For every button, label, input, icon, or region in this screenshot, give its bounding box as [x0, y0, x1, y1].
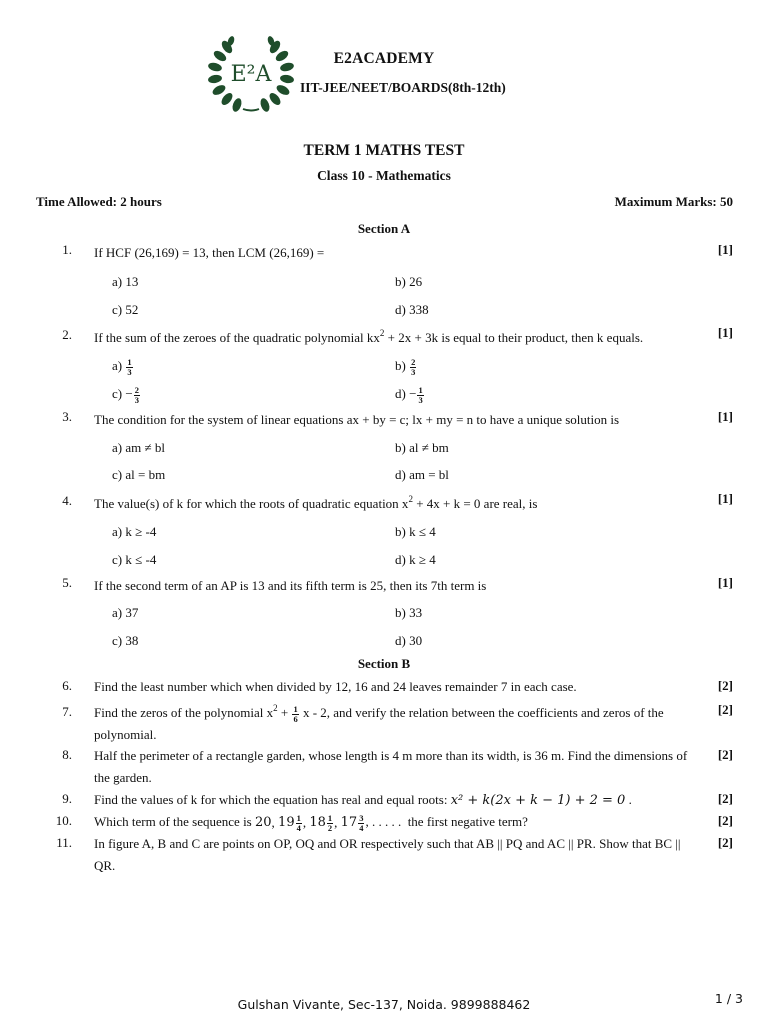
option-b: b) al ≠ bm	[395, 440, 449, 455]
question-marks: [1]	[717, 575, 733, 590]
question-number: 7.	[62, 704, 72, 719]
question-text: If HCF (26,169) = 13, then LCM (26,169) =	[94, 245, 325, 260]
question-text: Which term of the sequence is 20 , 19 $\frac{1}{4}$ , 18 $\frac{1}{2}$ , 17 $\frac{3}{4}$ , . . . . . the first negative term?	[94, 813, 528, 833]
question-number: 2.	[62, 327, 72, 342]
question-number: 9.	[62, 791, 72, 806]
question-number: 10.	[55, 813, 72, 828]
page-number: 1 / 3	[714, 991, 743, 1006]
question-number: 1.	[62, 242, 72, 257]
option-d: d) am = bl	[395, 467, 449, 482]
option-b: b) 26	[395, 274, 423, 289]
question-text: If the second term of an AP is 13 and its fifth term is 25, then its 7th term is	[94, 578, 487, 593]
option-c: c) − $\frac{2}{3}$	[112, 385, 139, 405]
question-text: Find the values of k for which the equation has real and equal roots: x² + k(2x + k − 1) + 2 = 0 .	[94, 792, 632, 808]
laurel-wreath-icon	[207, 33, 295, 113]
test-title: TERM 1 MATHS TEST	[303, 142, 465, 159]
option-d: d) 30	[395, 633, 423, 648]
question-marks: [2]	[717, 747, 733, 762]
section-b-heading: Section B	[357, 656, 411, 671]
question-number: 6.	[62, 678, 72, 693]
academy-subtitle: IIT-JEE/NEET/BOARDS(8th-12th)	[300, 80, 506, 95]
question-marks: [2]	[717, 702, 733, 717]
question-number: 3.	[62, 409, 72, 424]
option-a: a) k ≥ -4	[112, 524, 157, 539]
option-c: c) 38	[112, 633, 139, 648]
class-subtitle: Class 10 - Mathematics	[317, 168, 451, 183]
academy-logo	[207, 33, 295, 113]
question-number: 8.	[62, 747, 72, 762]
option-b: b) 33	[395, 605, 423, 620]
question-marks: [1]	[717, 325, 733, 340]
footer-address: Gulshan Vivante, Sec-137, Noida. 9899888462	[237, 997, 531, 1012]
option-a: a) $\frac{1}{3}$	[112, 357, 132, 377]
option-c: c) k ≤ -4	[112, 552, 157, 567]
maximum-marks: Maximum Marks: 50	[614, 194, 733, 209]
question-marks: [2]	[717, 835, 733, 850]
question-marks: [1]	[717, 409, 733, 424]
question-text: If the sum of the zeroes of the quadratic polynomial $kx^2 + 2x + 3k$ is equal to their product, then k equals.	[94, 328, 644, 345]
question-text: Find the zeros of the polynomial $x^2$ + $\frac{1}{6}$ x - 2, and verify the relation between the coefficients and zeros of the polynomial.	[94, 703, 664, 742]
question-text: Find the least number which when divided by 12, 16 and 24 leaves remainder 7 in each case.	[94, 679, 577, 694]
question-marks: [2]	[717, 678, 733, 693]
option-b: b) k ≤ 4	[395, 524, 436, 539]
question-number: 5.	[62, 575, 72, 590]
academy-name: E2ACADEMY	[333, 50, 435, 67]
question-text: In figure A, B and C are points on OP, OQ and OR respectively such that AB || PQ and AC || PR. Show that BC || QR.	[94, 836, 681, 873]
option-b: b) $\frac{2}{3}$	[395, 357, 416, 377]
option-a: a) am ≠ bl	[112, 440, 165, 455]
option-a: a) 13	[112, 274, 139, 289]
section-a-heading: Section A	[357, 221, 411, 236]
question-text: The value(s) of k for which the roots of quadratic equation $x^2 + 4x + k = 0$ are real, is	[94, 494, 538, 511]
question-text: The condition for the system of linear equations ax + by = c; lx + my = n to have a unique solution is	[94, 412, 620, 427]
option-d: d) 338	[395, 302, 429, 317]
option-c: c) 52	[112, 302, 139, 317]
option-a: a) 37	[112, 605, 139, 620]
logo-text: E²A	[230, 62, 272, 87]
time-allowed: Time Allowed: 2 hours	[36, 194, 162, 209]
question-marks: [1]	[717, 491, 733, 506]
question-number: 11.	[56, 835, 72, 850]
question-number: 4.	[62, 493, 72, 508]
question-marks: [1]	[717, 242, 733, 257]
option-d: d) − $\frac{1}{3}$	[395, 385, 423, 405]
question-text: Half the perimeter of a rectangle garden, whose length is 4 m more than its width, is 36 m. Find the dimensions of the garden.	[94, 748, 688, 785]
question-marks: [2]	[717, 791, 733, 806]
question-marks: [2]	[717, 813, 733, 828]
option-d: d) k ≥ 4	[395, 552, 436, 567]
option-c: c) al = bm	[112, 467, 166, 482]
